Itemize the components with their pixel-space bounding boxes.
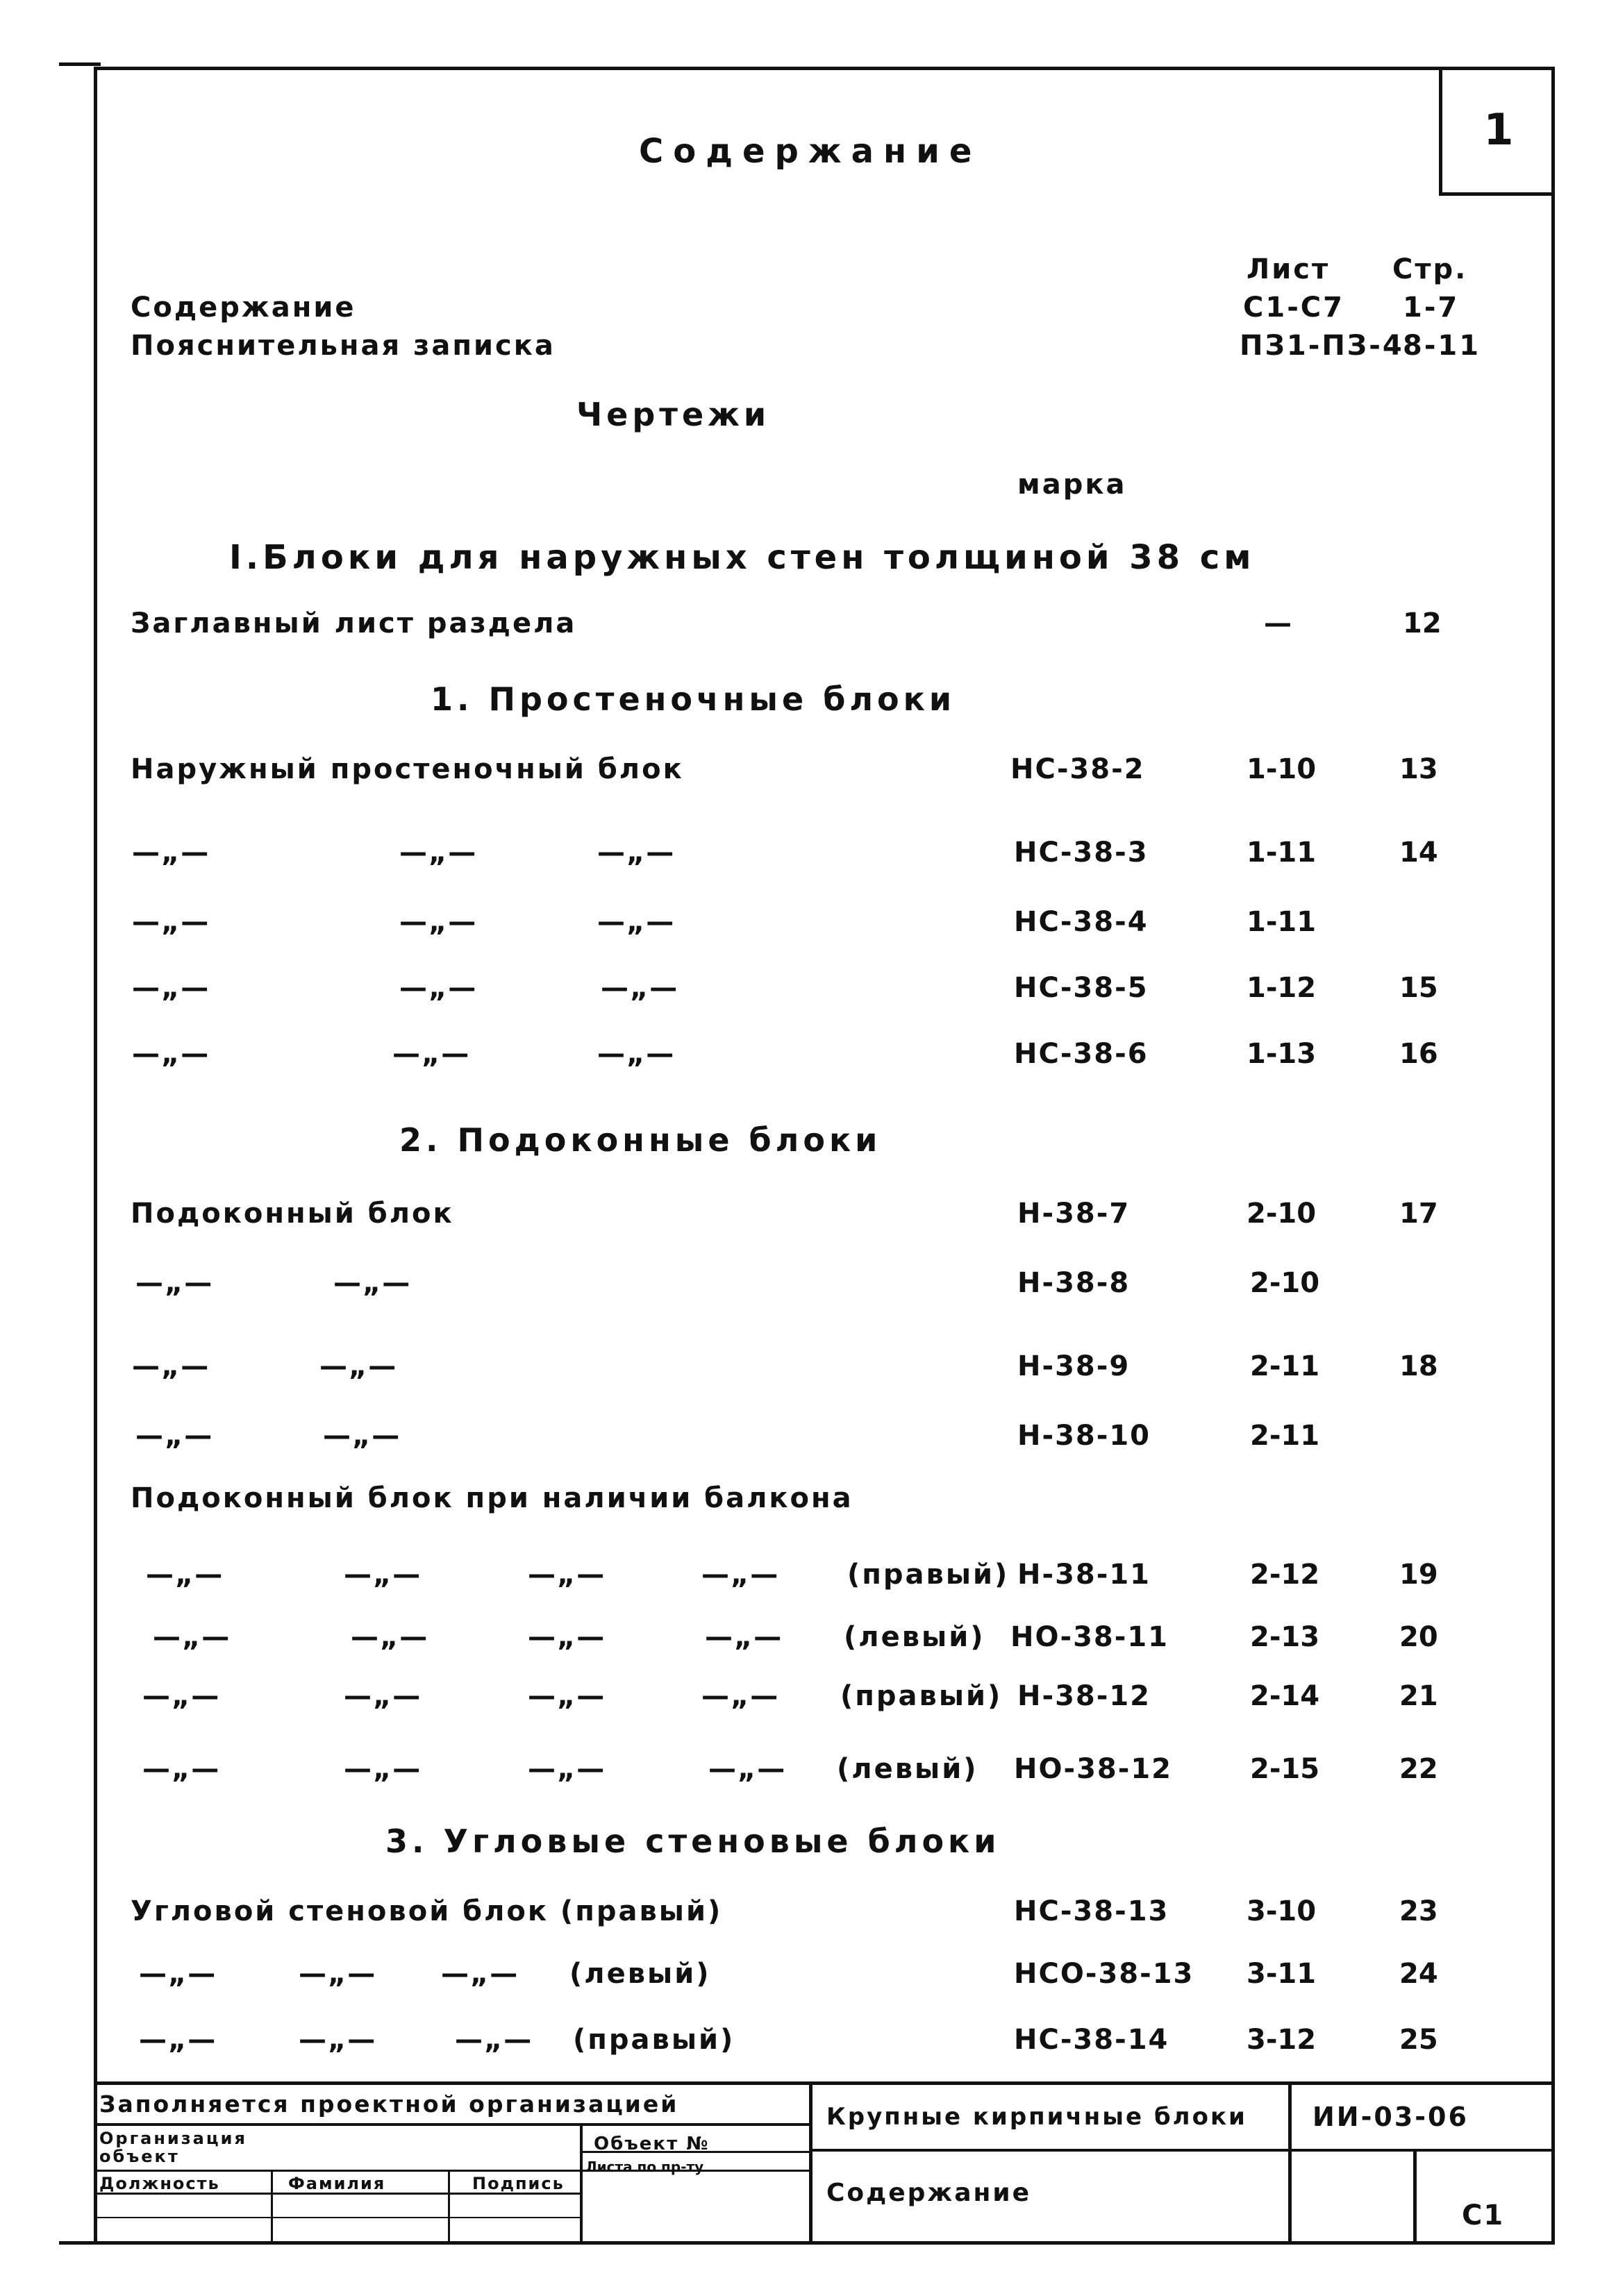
tb-line [1288,2085,1292,2245]
row-sheet: 1-12 [1247,972,1317,1004]
row-side: (правый) [840,1680,1003,1712]
section1-title: I.Блоки для наружных стен толщиной 38 см [229,538,1256,577]
row-mark: НС-38-13 [1014,1895,1169,1927]
row-sheet: 1-13 [1247,1038,1317,1070]
row-label: Угловой стеновой блок (правый) [131,1895,723,1927]
ditto-mark: —„— [701,1680,780,1712]
row-sheet: 2-14 [1250,1680,1320,1712]
row-sheet: 3-11 [1247,1958,1317,1990]
row-sheet: 3-10 [1247,1895,1317,1927]
ditto-mark: —„— [392,1038,471,1070]
tb-doc-name: Содержание [826,2179,1032,2207]
intro-page-0: 1-7 [1403,292,1460,324]
ditto-mark: —„— [344,1559,422,1591]
intro-page-1: 8-11 [1403,330,1481,362]
row-mark: НО-38-11 [1010,1621,1169,1653]
ditto-mark: —„— [597,1038,676,1070]
tb-line [448,2170,450,2245]
tb-sheet-code: С1 [1462,2199,1505,2231]
tb-series-code: ИИ-03-06 [1312,2102,1469,2132]
ditto-mark: —„— [399,972,478,1004]
ditto-mark: —„— [153,1621,231,1653]
row-mark: Н-38-9 [1017,1350,1131,1382]
row-label: Подоконный блок [131,1198,454,1230]
ditto-mark: —„— [441,1958,519,1990]
frame-bottom-line [59,2241,1555,2245]
intro-label-0: Содержание [131,292,356,324]
row-page: 13 [1399,753,1438,785]
ditto-mark: —„— [597,837,676,869]
ditto-mark: —„— [455,2024,533,2056]
row-mark: Н-38-12 [1017,1680,1151,1712]
row-page: 20 [1399,1621,1438,1653]
col-header-page: Стр. [1392,253,1468,285]
row-page: 16 [1399,1038,1438,1070]
sheet-number: 1 [1483,104,1514,155]
ditto-mark: —„— [399,906,478,938]
row-page: 21 [1399,1680,1438,1712]
row-side: (левый) [844,1621,985,1653]
tb-line [271,2170,273,2245]
row-mark: Н-38-7 [1017,1198,1131,1230]
row-mark: Н-38-11 [1017,1559,1151,1591]
intro-sheet-1: ПЗ1-ПЗ-4 [1240,330,1404,362]
row-mark: НС-38-4 [1014,906,1149,938]
tb-filled-by: Заполняется проектной организацией [99,2090,679,2118]
row-sheet: 2-13 [1250,1621,1320,1653]
row-page: 15 [1399,972,1438,1004]
title-sheet-label: Заглавный лист раздела [131,607,577,639]
row-sheet: 1-11 [1247,906,1317,938]
row-page: 14 [1399,837,1438,869]
ditto-mark: —„— [132,972,210,1004]
ditto-mark: —„— [139,1958,217,1990]
ditto-mark: —„— [701,1559,780,1591]
row-mark: НСО-38-13 [1014,1958,1194,1990]
ditto-mark: —„— [705,1621,783,1653]
ditto-mark: —„— [344,1680,422,1712]
ditto-mark: —„— [142,1753,221,1785]
row-mark: НС-38-3 [1014,837,1149,869]
ditto-mark: —„— [528,1680,606,1712]
row-sheet: 2-12 [1250,1559,1320,1591]
row-mark: НС-38-14 [1014,2024,1169,2056]
row-side: (левый) [569,1958,711,1990]
intro-label-1: Пояснительная записка [131,330,556,362]
tb-organization: Организация [99,2129,247,2148]
ditto-mark: —„— [601,972,679,1004]
row-side: (правый) [573,2024,735,2056]
row-sheet: 1-10 [1247,753,1317,785]
drawings-title: Чертежи [576,396,771,433]
row-page: 19 [1399,1559,1438,1591]
ditto-mark: —„— [132,906,210,938]
row-sheet: 2-10 [1247,1198,1317,1230]
row-page: 23 [1399,1895,1438,1927]
row-page: 25 [1399,2024,1438,2056]
row-side: (правый) [847,1559,1010,1591]
tb-line [809,2085,812,2245]
sub3-title: 3. Угловые стеновые блоки [385,1822,1001,1860]
tb-object-no: Объект № [594,2134,710,2154]
tb-line [94,2123,809,2126]
row-page: 17 [1399,1198,1438,1230]
ditto-mark: —„— [132,1350,210,1382]
row-page: 24 [1399,1958,1438,1990]
title-sheet-page: 12 [1403,607,1442,639]
ditto-mark: —„— [333,1267,412,1299]
row-mark: Н-38-8 [1017,1267,1131,1299]
col-header-sheet: Лист [1247,253,1331,285]
row-sheet: 2-10 [1250,1267,1320,1299]
row-sheet: 1-11 [1247,837,1317,869]
row-sheet: 2-11 [1250,1420,1320,1452]
ditto-mark: —„— [299,1958,377,1990]
row-mark: НО-38-12 [1014,1753,1173,1785]
ditto-mark: —„— [146,1559,224,1591]
tb-col-signature: Подпись [472,2174,565,2193]
ditto-mark: —„— [135,1267,214,1299]
tb-series-name: Крупные кирпичные блоки [826,2103,1247,2131]
ditto-mark: —„— [319,1350,398,1382]
tb-object: объект [99,2147,180,2166]
tb-line [1413,2151,1417,2245]
ditto-mark: —„— [351,1621,429,1653]
sheet-number-box [1439,67,1555,196]
title-block [94,2081,1555,2241]
row-sheet: 2-11 [1250,1350,1320,1382]
ditto-mark: —„— [132,837,210,869]
tb-line [809,2149,1555,2152]
ditto-mark: —„— [399,837,478,869]
tb-col-position: Должность [99,2174,220,2193]
row-page: 22 [1399,1753,1438,1785]
row-mark: НС-38-2 [1010,753,1145,785]
row-sheet: 3-12 [1247,2024,1317,2056]
frame-top-margin-line [59,62,101,66]
ditto-mark: —„— [132,1038,210,1070]
sub2-title: 2. Подоконные блоки [399,1121,882,1159]
row-page: 18 [1399,1350,1438,1382]
ditto-mark: —„— [528,1621,606,1653]
ditto-mark: —„— [528,1559,606,1591]
ditto-mark: —„— [139,2024,217,2056]
sub1-title: 1. Простеночные блоки [431,680,956,718]
ditto-mark: —„— [708,1753,787,1785]
intro-sheet-0: С1-С7 [1243,292,1344,324]
ditto-mark: —„— [299,2024,377,2056]
row-label: Наружный простеночный блок [131,753,684,785]
tb-col-sheet-ref: Листа по пр-ту [585,2159,704,2175]
row-sheet: 2-15 [1250,1753,1320,1785]
ditto-mark: —„— [142,1680,221,1712]
ditto-mark: —„— [528,1753,606,1785]
tb-col-surname: Фамилия [288,2174,386,2193]
page-title: Содержание [639,132,982,171]
row-mark: Н-38-10 [1017,1420,1151,1452]
title-sheet-sheet: — [1264,607,1292,639]
ditto-mark: —„— [323,1420,401,1452]
tb-line [580,2123,583,2245]
row-mark: НС-38-5 [1014,972,1149,1004]
mark-header: марка [1017,469,1127,501]
ditto-mark: —„— [344,1753,422,1785]
balcony-label: Подоконный блок при наличии балкона [131,1482,853,1514]
row-mark: НС-38-6 [1014,1038,1149,1070]
ditto-mark: —„— [597,906,676,938]
tb-line [94,2217,580,2218]
ditto-mark: —„— [135,1420,214,1452]
row-side: (левый) [837,1753,978,1785]
